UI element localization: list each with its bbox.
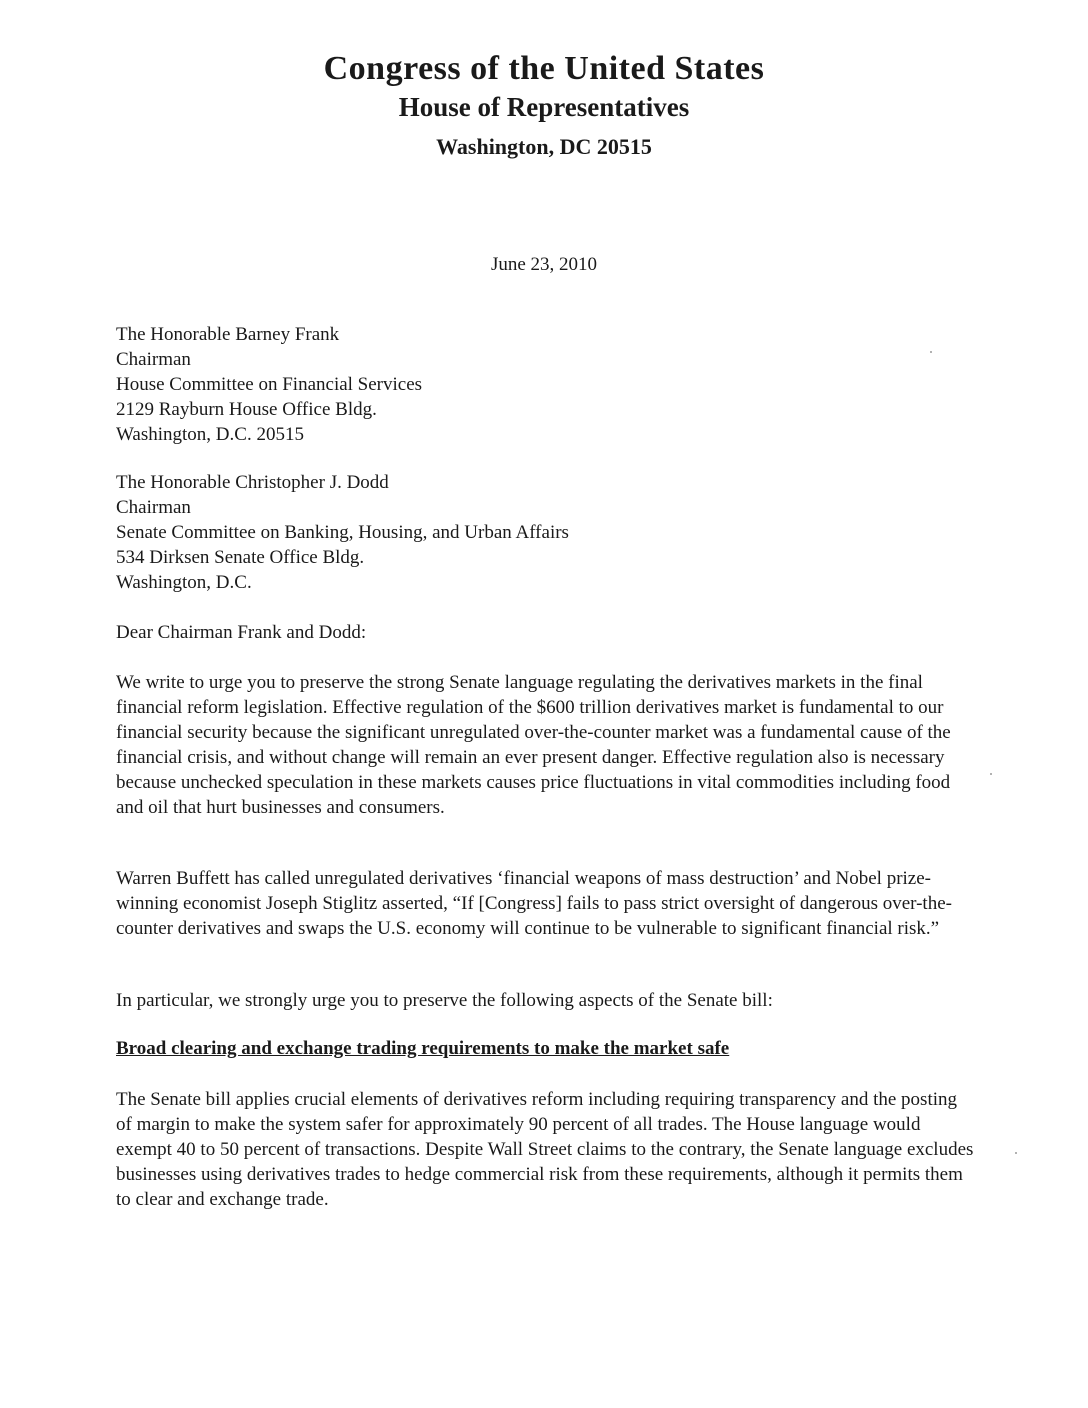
section-heading: Broad clearing and exchange trading requirements to make the market safe (116, 1038, 730, 1059)
address-line: Chairman (116, 497, 191, 518)
recipient-address-dodd (116, 470, 976, 595)
address-line: Chairman (116, 349, 191, 370)
scan-speck (1015, 1152, 1017, 1154)
scan-speck (990, 773, 992, 775)
letter-date: June 23, 2010 (490, 254, 598, 275)
address-line: The Honorable Christopher J. Dodd (116, 472, 389, 493)
address-line: 2129 Rayburn House Office Bldg. (116, 399, 377, 420)
address-line: Washington, D.C. 20515 (116, 424, 304, 445)
salutation: Dear Chairman Frank and Dodd: (116, 622, 367, 643)
address-line: 534 Dirksen Senate Office Bldg. (116, 547, 365, 568)
paragraph-senate-bill: The Senate bill applies crucial elements of derivatives reform including requiring transparency and the posting of margin to make the system safer for approximately 90 percent of all trades. The House language would exempt 40 to 50 percent of transactions. Despite Wall Street claims to the contrary, the Senate language excludes businesses using derivatives trades to hedge commercial risk from these requirements, although it permits them to clear and exchange trade. (116, 1089, 974, 1210)
letterhead-house: House of Representatives (398, 92, 690, 122)
paragraph-buffett-stiglitz: Warren Buffett has called unregulated derivatives ‘financial weapons of mass destruction’ and Nobel prize-winning economist Joseph Stiglitz asserted, “If [Congress] fails to pass strict oversight of dangerous over-the-counter derivatives and swaps the U.S. economy will continue to be vulnerable to significant financial risk.” (116, 868, 952, 939)
address-line: Washington, D.C. (116, 572, 252, 593)
letterhead-address: Washington, DC 20515 (436, 134, 652, 159)
paragraph-derivatives-regulation: We write to urge you to preserve the strong Senate language regulating the derivatives markets in the final financial reform legislation. Effective regulation of the $600 trillion derivatives market is fundamental to our financial security because the significant unregulated over-the-counter market was a fundamental cause of the financial crisis, and without change will remain an ever present danger. Effective regulation also is necessary because unchecked speculation in these markets causes price fluctuations in vital commodities including food and oil that hurt businesses and consumers. (116, 672, 951, 818)
paragraph-request: In particular, we strongly urge you to preserve the following aspects of the Senate bill: (116, 990, 773, 1011)
letterhead-congress: Congress of the United States (323, 50, 765, 87)
recipient-address-frank (116, 322, 976, 447)
address-line: Senate Committee on Banking, Housing, and Urban Affairs (116, 522, 569, 543)
address-line: The Honorable Barney Frank (116, 324, 340, 345)
address-line: House Committee on Financial Services (116, 374, 423, 395)
scan-speck (930, 351, 932, 353)
